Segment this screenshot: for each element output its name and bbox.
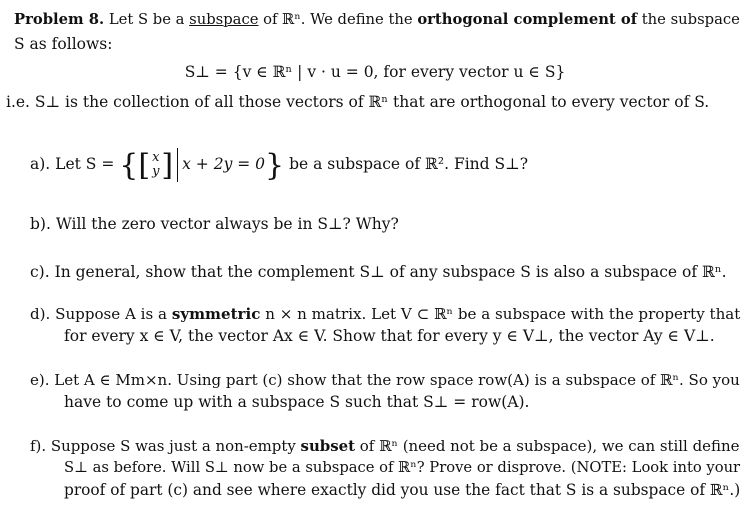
part-e-text-1: Let A ∈ Mm×n. Using part (c) show that the row space row(A) is a subspace of ℝⁿ. So you [54, 371, 740, 389]
part-b [30, 214, 399, 234]
ie-line: i.e. S⊥ is the collection of all those vectors of ℝⁿ that are orthogonal to every vector of S. [6, 93, 710, 111]
part-a [30, 148, 528, 182]
right-bracket-symbol: ] [161, 148, 174, 183]
part-e-label: e). [30, 371, 50, 389]
left-bracket-symbol: [ [138, 148, 151, 183]
part-d-line-1 [30, 304, 740, 324]
part-d-label: d). [30, 305, 51, 323]
part-f-line-3: proof of part (c) and see where exactly did you use the fact that S is a subspace of ℝⁿ.) [64, 481, 741, 499]
part-a-lead: Let S = [55, 155, 115, 173]
part-a-tail: be a subspace of ℝ². Find S⊥? [289, 155, 529, 173]
part-f-line-1 [30, 436, 739, 456]
part-d-pre: Suppose A is a [55, 305, 172, 323]
part-f-pre: Suppose S was just a non-empty [50, 437, 301, 455]
part-e-line-1 [30, 370, 740, 390]
subspace-word: subspace [189, 11, 259, 28]
part-f-line-2: S⊥ as before. Will S⊥ now be a subspace of ℝⁿ? Prove or disprove. (NOTE: Look into your [64, 459, 741, 476]
symmetric-word: symmetric [171, 305, 261, 323]
column-vector [152, 151, 159, 179]
part-e-line-2: have to come up with a subspace S such that S⊥ = row(A). [64, 393, 530, 411]
intro-part3: the subspace [637, 11, 740, 28]
part-d-post: n × n matrix. Let V ⊂ ℝⁿ be a subspace with the property that [260, 305, 741, 323]
vector-entry-bottom: y [152, 164, 160, 179]
part-f-label: f). [30, 437, 47, 455]
part-a-condition: x + 2y = 0 [182, 155, 266, 173]
subset-word: subset [300, 437, 356, 455]
vector-entry-top: x [152, 150, 160, 165]
problem-label: Problem 8. [14, 11, 105, 28]
such-that-bar [177, 148, 178, 182]
definition-formula: S⊥ = {v ∈ ℝⁿ | v · u = 0, for every vector u ∈ S} [184, 63, 566, 81]
left-brace-symbol: { [119, 148, 139, 183]
intro-line-2: S as follows: [14, 35, 113, 53]
orthogonal-complement-phrase: orthogonal complement of [417, 11, 638, 28]
intro-line-1 [14, 10, 740, 30]
part-b-label: b). [30, 215, 51, 233]
right-brace-symbol: } [265, 148, 285, 183]
part-f-post: of ℝⁿ (need not be a subspace), we can still define [355, 437, 740, 455]
part-c-text: In general, show that the complement S⊥ of any subspace S is also a subspace of ℝⁿ. [54, 263, 727, 281]
part-d-line-2: for every x ∈ V, the vector Ax ∈ V. Show that for every y ∈ V⊥, the vector Ay ∈ V⊥. [64, 327, 715, 345]
part-c [30, 262, 727, 282]
part-a-label: a). [30, 155, 51, 173]
intro-part1: Let S be a [104, 11, 190, 28]
part-b-text: Will the zero vector always be in S⊥? Why? [55, 215, 399, 233]
intro-part2: of ℝⁿ. We define the [258, 11, 418, 28]
part-c-label: c). [30, 263, 50, 281]
